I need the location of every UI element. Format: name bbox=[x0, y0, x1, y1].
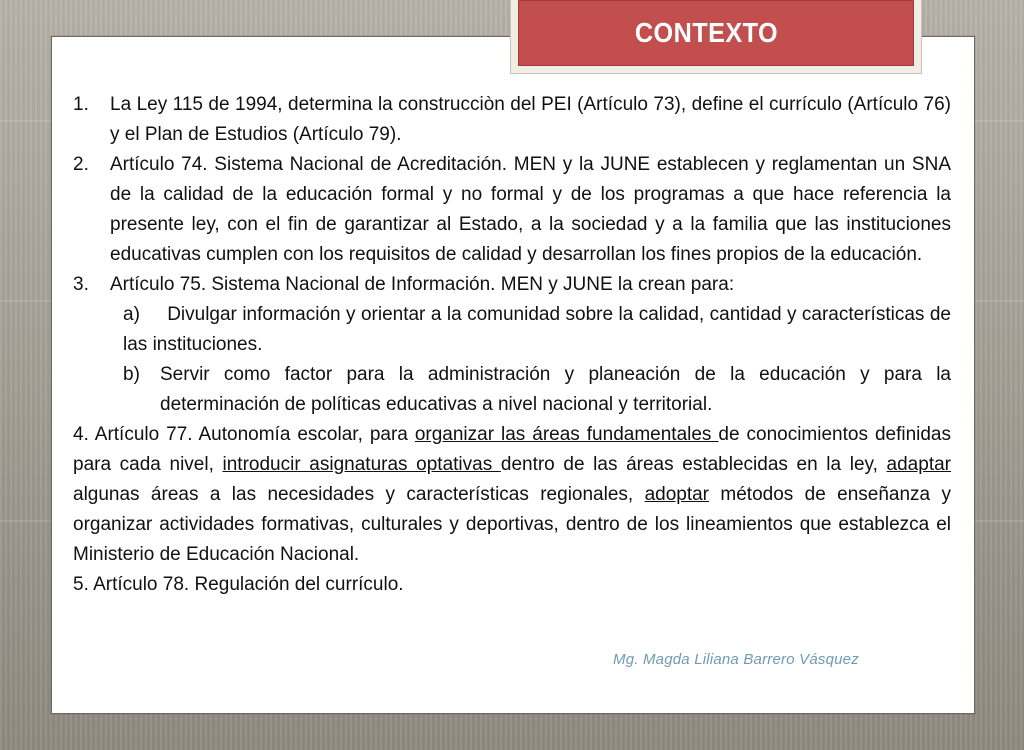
text-run: algunas áreas a las necesidades y características regionales, bbox=[73, 484, 645, 505]
paragraph-article-78: 5. Artículo 78. Regulación del currículo. bbox=[73, 574, 404, 595]
title-banner bbox=[510, 0, 922, 74]
text-run: dentro de las áreas establecidas en la ley, bbox=[500, 454, 887, 475]
slide-title: CONTEXTO bbox=[634, 17, 778, 48]
sub-list-item bbox=[73, 360, 951, 420]
title-banner-fill bbox=[518, 0, 914, 66]
underlined-phrase: organizar las áreas fundamentales bbox=[414, 424, 719, 445]
sub-list-item-text: Divulgar información y orientar a la comunidad sobre la calidad, cantidad y características de las instituciones. bbox=[123, 304, 951, 355]
sub-list-number: b) bbox=[123, 364, 140, 385]
list-number: 3. bbox=[73, 274, 89, 295]
underlined-phrase: adoptar bbox=[644, 484, 710, 505]
list-item bbox=[73, 150, 951, 270]
list-number: 2. bbox=[73, 154, 89, 175]
underlined-phrase: introducir asignaturas optativas bbox=[222, 454, 501, 475]
text-run: 4. Artículo 77. Autonomía escolar, para bbox=[73, 424, 415, 445]
list-item bbox=[73, 270, 951, 300]
list-item-text: Artículo 74. Sistema Nacional de Acreditación. MEN y la JUNE establecen y reglamentan un SNA de la calidad de la educación formal y no formal y de los programas a que hace referencia la presente ley, con el fin de garantizar al Estado, a la sociedad y a la familia que las instituciones educativas cumplen con los requisitos de calidad y desarrollan los fines propios de la educación. bbox=[110, 154, 951, 265]
text-run: métodos de enseñanza y organizar actividades formativas, culturales y deportivas, dentro de los lineamientos que establezca el Ministerio de Educación Nacional. bbox=[73, 484, 951, 565]
paragraph-article-77 bbox=[73, 420, 951, 570]
underlined-phrase: adaptar bbox=[886, 454, 951, 475]
slide-content bbox=[73, 90, 951, 600]
sub-list-number: a) bbox=[123, 304, 140, 325]
sub-list-item-text: Servir como factor para la administración y planeación de la educación y para la determinación de políticas educativas a nivel nacional y territorial. bbox=[160, 364, 951, 415]
text-run: de conocimientos definidas para cada nivel, bbox=[73, 424, 951, 475]
list-item-text: Artículo 75. Sistema Nacional de Información. MEN y JUNE la crean para: bbox=[110, 274, 735, 295]
sub-list-item bbox=[73, 300, 951, 360]
list-item bbox=[73, 90, 951, 150]
list-item-text: La Ley 115 de 1994, determina la construcciòn del PEI (Artículo 73), define el currículo (Artículo 76) y el Plan de Estudios (Artículo 79). bbox=[110, 94, 951, 145]
author-credit: Mg. Magda Liliana Barrero Vásquez bbox=[613, 651, 859, 668]
list-number: 1. bbox=[73, 94, 89, 115]
